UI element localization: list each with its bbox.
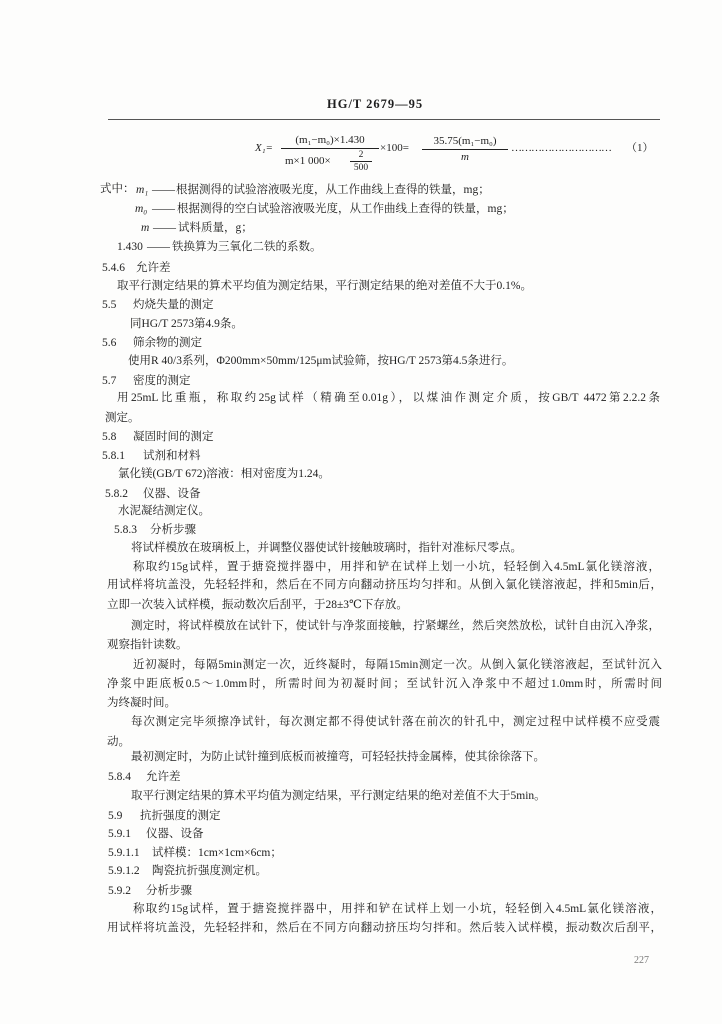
body-line: 用试样将坑盖没，先轻轻拌和，然后在不同方向翻动挤压均匀拌和。从倒入氯化镁溶液起，拌和5min后， (107, 579, 662, 591)
section-title: 灼烧失量的测定 (133, 299, 214, 311)
body-line: 使用R 40/3系列，Φ200mm×50mm/125μm试验筛，按HG/T 2573第4.5条进行。 (128, 355, 514, 367)
body-line: 称取约15g试样，置于搪瓷搅拌器中，用拌和铲在试样上划一小坑，轻轻倒入4.5mL氯化镁溶液， (133, 561, 660, 573)
body-line: 净浆中距底板0.5～1.0mm时，所需时间为初凝时间；至试针沉入净浆中不超过1.0mm时，所需时间 (107, 678, 662, 690)
formula-inner-numerator: 2 (358, 150, 364, 160)
section-number: 5.9.2 (108, 885, 131, 897)
section-title: 允许差 (146, 771, 181, 783)
body-line: 最初测定时，为防止试针撞到底板而被撞弯，可轻轻扶持金属棒，使其徐徐落下。 (131, 751, 545, 763)
body-line: 取平行测定结果的算术平均值为测定结果，平行测定结果的绝对差值不大于0.1%。 (117, 280, 532, 292)
section-number: 5.7 (102, 375, 117, 387)
section-title: 凝固时间的测定 (133, 431, 214, 443)
formula-frac2-denominator: m (461, 151, 469, 163)
section-number: 5.6 (102, 337, 117, 349)
body-line: 测定。 (105, 412, 140, 424)
section-title: 分析步骤 (150, 524, 196, 536)
section-number: 5.8.2 (105, 488, 128, 500)
body-line: 取平行测定结果的算术平均值为测定结果，平行测定结果的绝对差值不大于5min。 (131, 790, 546, 802)
body-line: 称取约15g试样，置于搪瓷搅拌器中，用拌和铲在试样上划一小坑，轻轻倒入4.5mL氯化镁溶液， (133, 903, 662, 915)
section-title: 仪器、设备 (146, 828, 204, 840)
section-number: 5.5 (102, 299, 117, 311)
legend-intro: 式中： (100, 183, 135, 195)
section-number: 5.8 (102, 431, 117, 443)
body-line: 氯化镁(GB/T 672)溶液：相对密度为1.24。 (118, 468, 330, 480)
legend-dash: —— (152, 203, 175, 215)
body-line: 用25mL比重瓶，称取约25g试样（精确至0.01g），以煤油作测定介质，按GB/T 4472第2.2.2条 (117, 392, 660, 404)
section-number: 5.8.4 (108, 771, 131, 783)
formula-times-100: ×100= (380, 142, 409, 154)
legend-symbol: m₀ (135, 203, 148, 215)
section-title: 筛余物的测定 (133, 337, 202, 349)
formula-frac1-denominator: m×1 000× (285, 155, 331, 167)
section-number: 5.9.1 (108, 828, 131, 840)
section-title: 陶瓷抗折强度测定机。 (152, 865, 267, 877)
body-line: 为终凝时间。 (107, 697, 176, 709)
formula-inner-denominator: 500 (353, 163, 369, 173)
section-title: 试剂和材料 (143, 450, 201, 462)
formula-frac2-numerator: 35.75(m₁−m₀) (433, 135, 497, 147)
legend-symbol: m₁ (136, 184, 149, 196)
body-line: 近初凝时，每隔5min测定一次，近终凝时，每隔15min测定一次。从倒入氯化镁溶液起，至试针沉入 (133, 659, 662, 671)
section-number: 5.8.1 (102, 450, 125, 462)
body-line: 动。 (107, 736, 130, 748)
legend-dash: —— (147, 241, 170, 253)
section-title: 允许差 (136, 262, 171, 274)
standard-code-header: HG/T 2679—95 (327, 97, 424, 111)
legend-symbol: 1.430 (117, 241, 143, 253)
legend-description: 根据测得的试验溶液吸光度，从工作曲线上查得的铁量，mg； (176, 184, 490, 196)
legend-symbol: m (141, 222, 150, 234)
section-number: 5.4.6 (102, 262, 125, 274)
body-line: 用试样将坑盖没，先轻轻拌和，然后在不同方向翻动挤压均匀拌和。然后装入试样模，振动数次后刮平， (107, 922, 662, 934)
legend-description: 根据测得的空白试验溶液吸光度，从工作曲线上查得的铁量，mg； (177, 203, 514, 215)
body-line: 水泥凝结测定仪。 (118, 505, 210, 517)
formula-frac1-bar (281, 148, 379, 149)
body-line: 测定时，将试样模放在试针下，使试针与净浆面接触，拧紧螺丝，然后突然放松，试针自由沉入净浆， (131, 620, 660, 632)
formula-lhs: X₁= (255, 142, 273, 154)
legend-description: 试料质量，g； (178, 222, 253, 234)
section-title: 抗折强度的测定 (140, 810, 221, 822)
section-title: 分析步骤 (146, 885, 192, 897)
header-rule (108, 119, 660, 120)
section-title: 仪器、设备 (143, 488, 201, 500)
legend-description: 铁换算为三氧化二铁的系数。 (172, 241, 322, 253)
section-number: 5.9.1.2 (108, 865, 140, 877)
formula-inner-bar (350, 161, 372, 162)
section-number: 5.9.1.1 (108, 847, 140, 859)
section-title: 密度的测定 (133, 375, 191, 387)
body-line: 将试样模放在玻璃板上，并调整仪器使试针接触玻璃时，指针对准标尺零点。 (131, 542, 522, 554)
formula-frac2-bar (422, 149, 508, 150)
formula-leader-dots: ………………………… (511, 142, 611, 154)
section-title: 试样模：1cm×1cm×6cm； (152, 847, 282, 859)
section-number: 5.8.3 (114, 524, 137, 536)
body-line: 观察指针读数。 (107, 639, 188, 651)
formula-equation-number: （1） (626, 142, 654, 154)
legend-dash: —— (152, 184, 175, 196)
formula-frac1-numerator: (m₁−m₀)×1.430 (295, 134, 365, 146)
body-line: 立即一次装入试样模，振动数次后刮平，于28±3℃下存放。 (107, 599, 408, 611)
body-line: 同HG/T 2573第4.9条。 (130, 318, 243, 330)
legend-dash: —— (153, 222, 176, 234)
section-number: 5.9 (108, 810, 123, 822)
body-line: 每次测定完毕须擦净试针，每次测定都不得使试针落在前次的针孔中，测定过程中试样模不应受震 (131, 716, 660, 728)
page-number: 227 (634, 955, 649, 966)
